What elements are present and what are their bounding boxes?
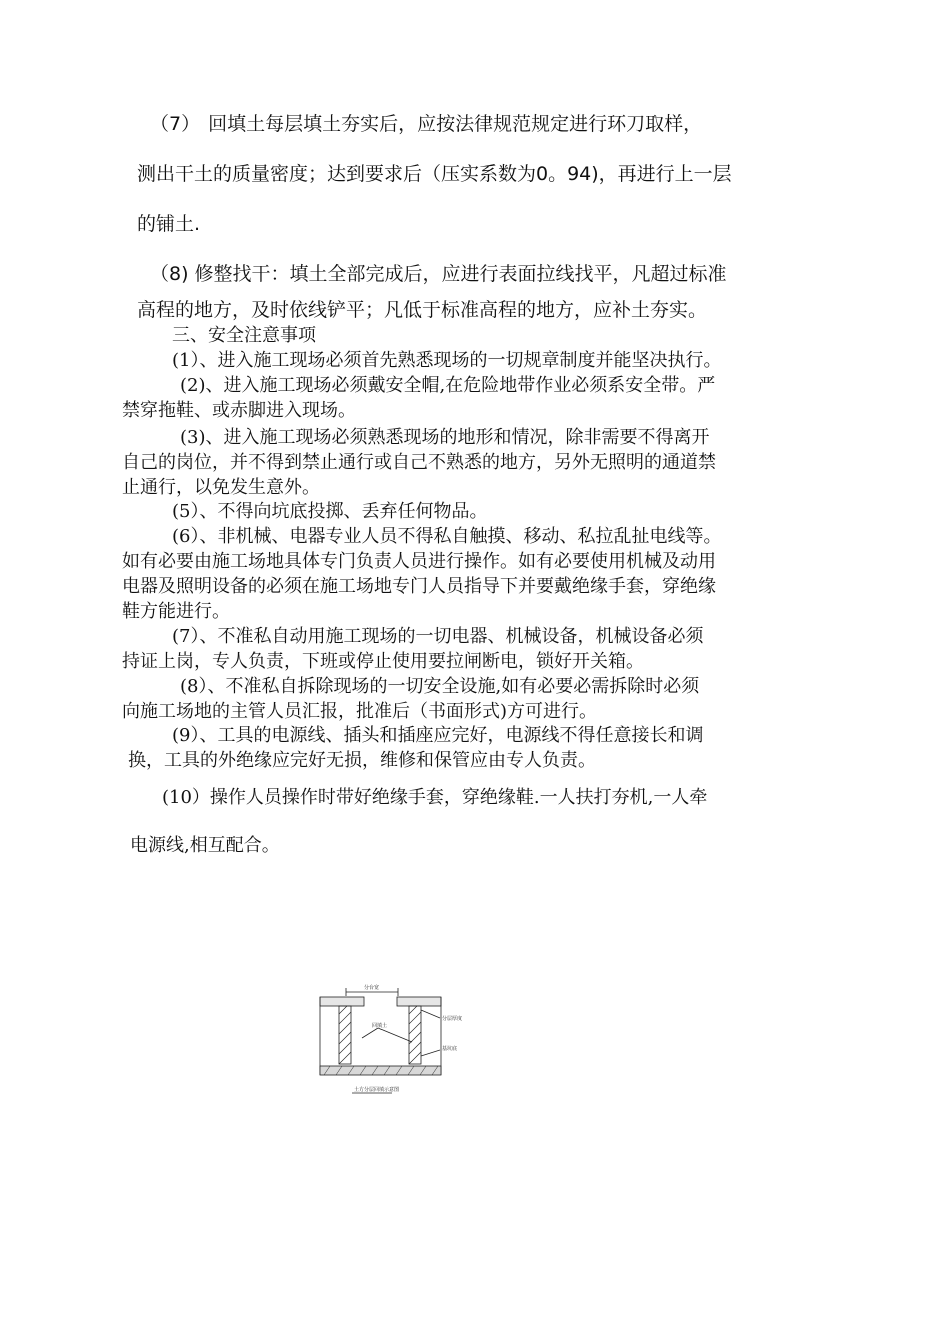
- layer-label: 分层厚度: [442, 1016, 463, 1022]
- safety-item-9-line-2: 换，工具的外绝缘应完好无损，维修和保管应由专人负责。: [128, 750, 596, 771]
- safety-item-2-line-1: (2)、进入施工现场必须戴安全帽,在危险地带作业必须系安全带。严: [180, 375, 716, 396]
- safety-item-8-line-2: 向施工场地的主管人员汇报，批准后（书面形式)方可进行。: [122, 701, 598, 722]
- safety-item-3-line-3: 止通行，以免发生意外。: [122, 477, 320, 498]
- bottom-label: 基坑底: [442, 1046, 458, 1052]
- safety-item-2-line-2: 禁穿拖鞋、或赤脚进入现场。: [122, 400, 356, 421]
- paragraph-7-line-2: 测出干土的质量密度；达到要求后（压实系数为0。94)，再进行上一层: [137, 163, 732, 185]
- safety-item-8-line-1: (8）、不准私自拆除现场的一切安全设施,如有必要必需拆除时必须: [180, 676, 700, 697]
- safety-item-10-line-2: 电源线,相互配合。: [130, 835, 280, 856]
- safety-item-7-line-2: 持证上岗，专人负责，下班或停止使用要拉闸断电，锁好开关箱。: [122, 651, 644, 672]
- paragraph-8-line-2: 高程的地方，及时依线铲平；凡低于标准高程的地方，应补土夯实。: [137, 299, 708, 321]
- safety-item-6-line-1: (6）、非机械、电器专业人员不得私自触摸、移动、私拉乱扯电线等。: [172, 526, 722, 547]
- safety-item-10-line-1: (10）操作人员操作时带好绝缘手套，穿绝缘鞋.一人扶打夯机,一人牵: [162, 787, 708, 808]
- safety-item-5: (5）、不得向坑底投掷、丢弃任何物品。: [172, 501, 488, 522]
- safety-item-3-line-2: 自己的岗位，并不得到禁止通行或自己不熟悉的地方，另外无照明的通道禁: [122, 452, 716, 473]
- paragraph-7-line-1: （7） 回填土每层填土夯实后，应按法律规范规定进行环刀取样，: [150, 113, 703, 135]
- safety-item-6-line-3: 电器及照明设备的必须在施工场地专门人员指导下并要戴绝缘手套，穿绝缘: [122, 576, 716, 597]
- safety-item-9-line-1: (9）、工具的电源线、插头和插座应完好，电源线不得任意接长和调: [172, 725, 704, 746]
- backfill-diagram: [312, 980, 512, 1105]
- safety-item-1: (1）、进入施工现场必须首先熟悉现场的一切规章制度并能坚决执行。: [172, 350, 722, 371]
- section-title: 三、安全注意事项: [172, 325, 316, 346]
- safety-item-6-line-2: 如有必要由施工场地具体专门负责人员进行操作。如有必要使用机械及动用: [122, 551, 716, 572]
- figure-caption: 土方分层回填示意图: [354, 1087, 400, 1093]
- fill-label: 回填土: [372, 1023, 388, 1029]
- safety-item-6-line-4: 鞋方能进行。: [122, 601, 230, 622]
- paragraph-7-line-3: 的铺土.: [137, 213, 201, 235]
- safety-item-3-line-1: (3)、进入施工现场必须熟悉现场的地形和情况，除非需要不得离开: [180, 427, 710, 448]
- safety-item-7-line-1: (7）、不准私自动用施工现场的一切电器、机械设备，机械设备必须: [172, 626, 704, 647]
- paragraph-8-line-1: （8) 修整找干：填土全部完成后，应进行表面拉线找平，凡超过标准: [150, 263, 727, 285]
- dimension-label: 分台宽: [364, 985, 380, 991]
